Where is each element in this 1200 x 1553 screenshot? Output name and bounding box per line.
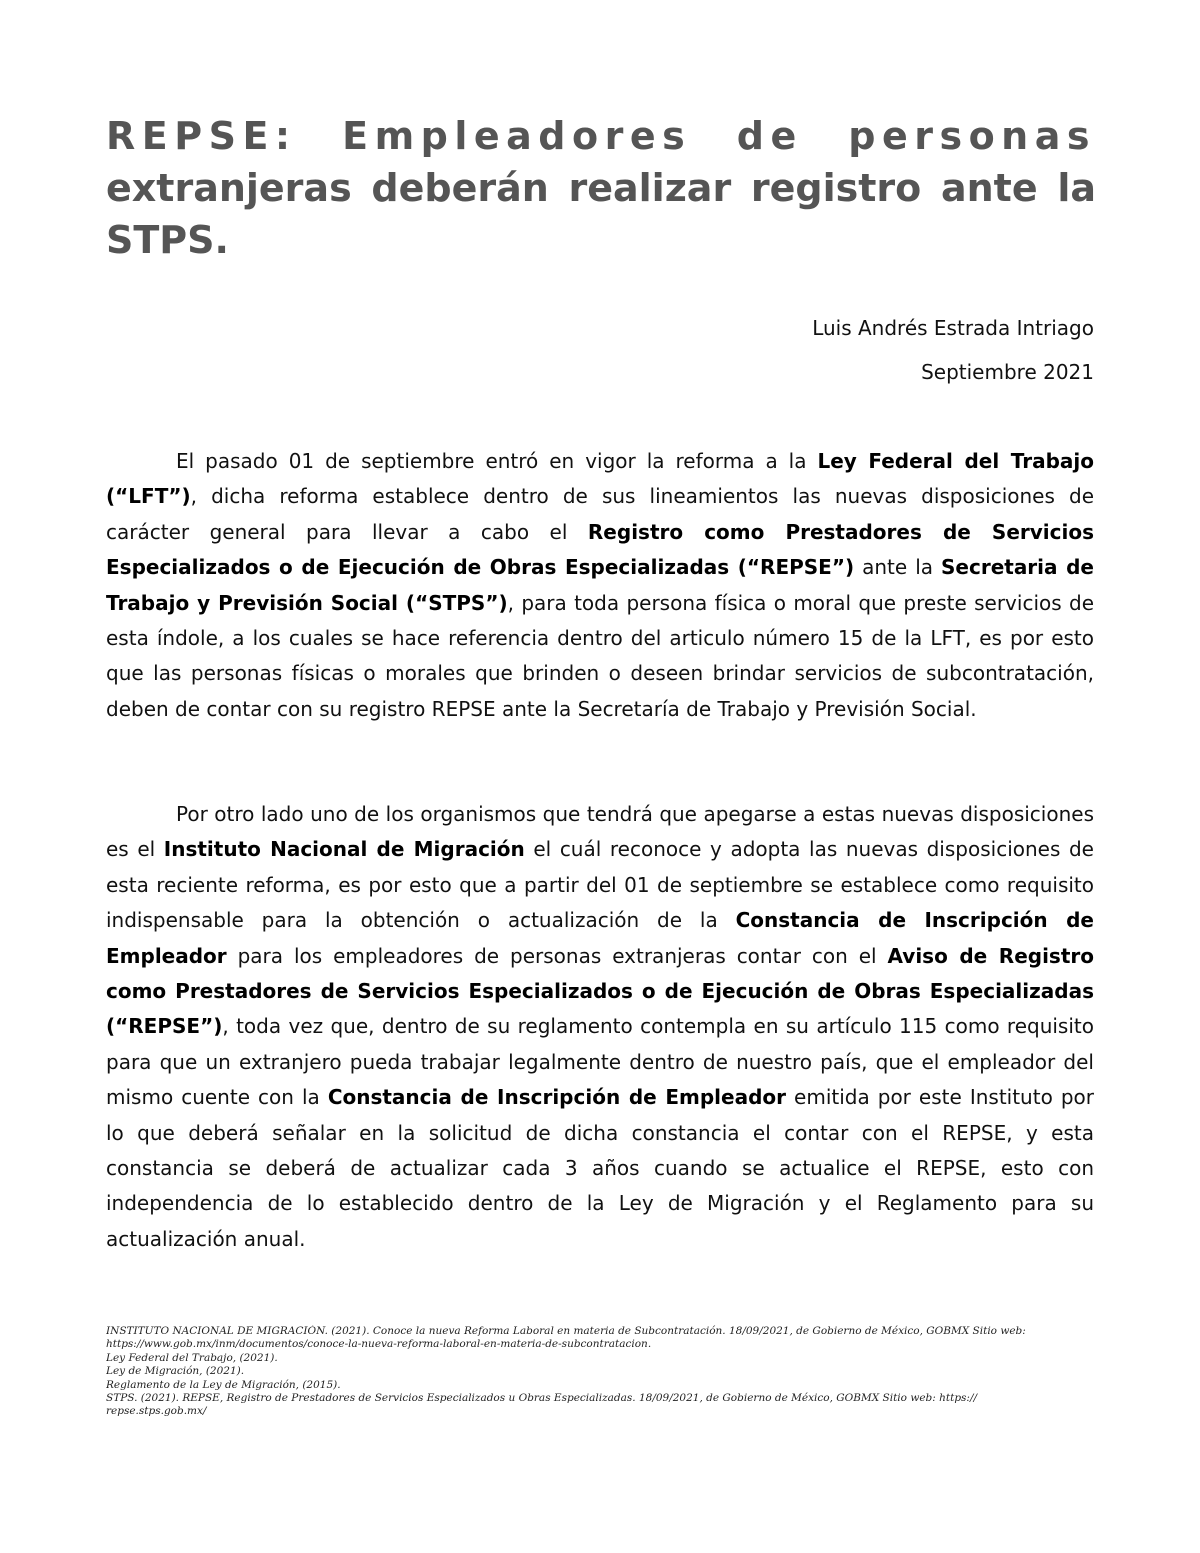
reference-item: repse.stps.gob.mx/ [106, 1405, 207, 1418]
p2-text-1: Por otro lado uno de los organismos que tendrá que apegarse a estas nuevas disposiciones es el [106, 802, 1094, 862]
p1-text-1: El pasado 01 de septiembre entró en vigor la reforma a la [176, 449, 818, 473]
p1-bold-2: Registro como Prestadores de Servicios Especializados o de Ejecución de Obras Especializadas (“REPSE”) [106, 519, 1095, 580]
p1-text-3: ante la [854, 555, 941, 580]
p2-text-3: para los empleadores de personas extranjeras contar con el [226, 943, 888, 968]
reference-item: Ley de Migración, (2021). [106, 1365, 245, 1378]
p1-bold-1: Ley Federal del Trabajo (“LFT”) [106, 449, 1095, 509]
reference-item: INSTITUTO NACIONAL DE MIGRACIÓN. (2021). Conoce la nueva Reforma Laboral en materia de Subcontratación. 18/09/2021, de Gobierno de México, GOBMX Sitio web: [106, 1325, 1026, 1337]
paragraph-1 [106, 444, 1094, 727]
reference-item: https://www.gob.mx/inm/documentos/conoce-la-nueva-reforma-laboral-en-materia-de-subcontratacion. [106, 1338, 652, 1351]
author-name: Luis Andrés Estrada Intriago [812, 316, 1094, 340]
document-title [106, 110, 1096, 266]
reference-item: Ley Federal del Trabajo, (2021). [106, 1351, 278, 1364]
p2-text-5: emitida por este Instituto por lo que deberá señalar en la solicitud de dicha constancia el contar con el REPSE, y esta constancia se deberá de actualizar cada 3 años cuando se actualice el REPSE, esto con independencia de lo establecido dentro de la Ley de Migración y el Reglamento para su actualización anual. [106, 1085, 1094, 1251]
paragraph-2 [106, 797, 1094, 1257]
p2-text-2: el cuál reconoce y adopta las nuevas disposiciones de esta reciente reforma, es por esto que a partir del 01 de septiembre se establece como requisito indispensable para la obtención o actualización de la [106, 837, 1094, 933]
p1-text-4: , para toda persona física o moral que preste servicios de esta índole, a los cuales se hace referencia dentro del articulo número 15 de la LFT, es por esto que las personas físicas o morales que brinden o deseen brindar servicios de subcontratación, deben de contar con su registro REPSE ante la Secretaría de Trabajo y Previsión Social. [106, 590, 1094, 721]
p2-bold-3: Aviso de Registro como Prestadores de Servicios Especializados o de Ejecución de Obras Especializadas (“REPSE”) [106, 943, 1094, 1039]
p2-bold-1: Instituto Nacional de Migración [163, 837, 525, 862]
references-list [106, 1325, 1096, 1419]
title-line-rest: extranjeras deberán realizar registro ante la STPS. [106, 166, 1096, 262]
p2-bold-4: Constancia de Inscripción de Empleador [327, 1085, 786, 1110]
p1-text-2: , dicha reforma establece dentro de sus lineamientos las nuevas disposiciones de carácter general para llevar a cabo el [106, 484, 1094, 544]
publication-date: Septiembre 2021 [921, 360, 1094, 384]
reference-item: Reglamento de la Ley de Migración, (2015). [106, 1378, 341, 1391]
title-line-1: REPSE: Empleadores de personas [106, 114, 1096, 158]
p2-bold-2: Constancia de Inscripción de Empleador [106, 908, 1094, 968]
reference-item: STPS. (2021). REPSE, Registro de Prestadores de Servicios Especializados u Obras Especializadas. 18/09/2021, de Gobierno de México, GOBMX Sitio web: https:// [106, 1392, 978, 1405]
p1-bold-3: Secretaria de Trabajo y Previsión Social (“STPS”) [106, 555, 1094, 615]
p2-text-4: , toda vez que, dentro de su reglamento contempla en su artículo 115 como requisito para que un extranjero pueda trabajar legalmente dentro de nuestro país, que el empleador del mismo cuente con la [106, 1014, 1094, 1110]
